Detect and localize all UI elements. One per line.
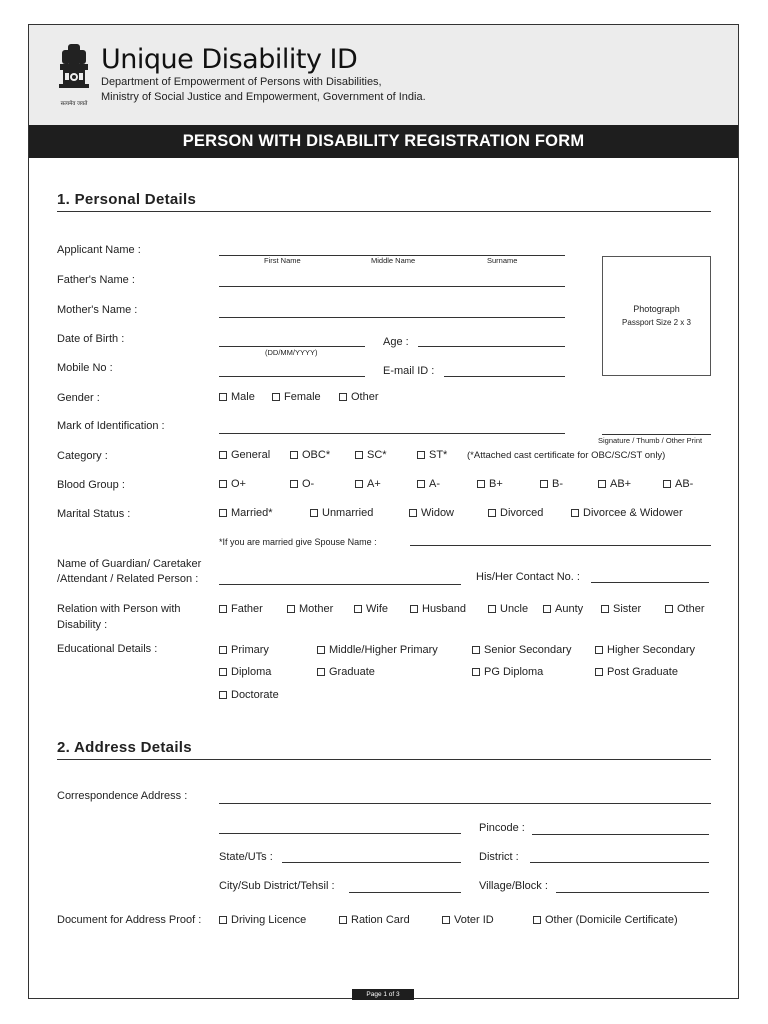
category-option[interactable]: OBC* [290, 449, 330, 461]
blood-group-option[interactable]: A- [417, 478, 440, 490]
mobile-field[interactable] [219, 376, 365, 377]
marital-option[interactable]: Divorced [488, 507, 543, 519]
checkbox[interactable] [219, 509, 227, 517]
checkbox[interactable] [354, 605, 362, 613]
gender-option[interactable]: Male [219, 391, 255, 403]
category-label: Category : [57, 450, 108, 462]
marital-option[interactable]: Divorcee & Widower [571, 507, 683, 519]
checkbox[interactable] [339, 916, 347, 924]
state-label: State/UTs : [219, 851, 273, 863]
education-option[interactable]: Senior Secondary [472, 644, 571, 656]
gender-label: Gender : [57, 392, 100, 404]
checkbox[interactable] [472, 668, 480, 676]
checkbox[interactable] [595, 668, 603, 676]
checkbox[interactable] [477, 480, 485, 488]
form-title: PERSON WITH DISABILITY REGISTRATION FORM [182, 132, 585, 150]
email-label: E-mail ID : [383, 365, 435, 377]
middle-name-caption: Middle Name [371, 256, 416, 265]
category-option[interactable]: General [219, 449, 270, 461]
relation-option[interactable]: Father [219, 603, 263, 615]
mobile-label: Mobile No : [57, 362, 113, 374]
checkbox[interactable] [663, 480, 671, 488]
ministry-name: Ministry of Social Justice and Empowerment, Government of India. [101, 91, 426, 103]
blood-group-option[interactable]: B+ [477, 478, 503, 490]
checkbox[interactable] [355, 480, 363, 488]
spouse-name-field[interactable] [410, 545, 711, 546]
city-label: City/Sub District/Tehsil : [219, 880, 335, 892]
blood-group-option[interactable]: AB- [663, 478, 693, 490]
checkbox[interactable] [290, 480, 298, 488]
education-option[interactable]: Higher Secondary [595, 644, 695, 656]
checkbox[interactable] [543, 605, 551, 613]
checkbox[interactable] [355, 451, 363, 459]
blood-group-option[interactable]: B- [540, 478, 563, 490]
spouse-note: *If you are married give Spouse Name : [219, 537, 377, 547]
fathers-name-field[interactable] [219, 286, 565, 287]
relation-option[interactable]: Sister [601, 603, 641, 615]
address-proof-option[interactable]: Voter ID [442, 914, 494, 926]
section-rule [57, 211, 711, 212]
marital-status-label: Marital Status : [57, 508, 131, 520]
checkbox[interactable] [287, 605, 295, 613]
section-heading-address: 2. Address Details [57, 739, 192, 756]
relation-option[interactable]: Husband [410, 603, 466, 615]
department-name: Department of Empowerment of Persons with Disabilities, [101, 76, 382, 88]
contact-no-field[interactable] [591, 582, 709, 583]
gender-option[interactable]: Female [272, 391, 321, 403]
checkbox[interactable] [339, 393, 347, 401]
signature-field[interactable] [602, 434, 711, 435]
blood-group-label: Blood Group : [57, 479, 125, 491]
relation-label-line1: Relation with Person with [57, 603, 181, 615]
mark-identification-label: Mark of Identification : [57, 420, 165, 432]
checkbox[interactable] [472, 646, 480, 654]
education-option[interactable]: Graduate [317, 666, 375, 678]
education-option[interactable]: Post Graduate [595, 666, 678, 678]
relation-option[interactable]: Wife [354, 603, 388, 615]
relation-option[interactable]: Mother [287, 603, 333, 615]
pincode-label: Pincode : [479, 822, 525, 834]
checkbox[interactable] [219, 668, 227, 676]
education-option[interactable]: Primary [219, 644, 269, 656]
contact-no-label: His/Her Contact No. : [476, 571, 580, 583]
checkbox[interactable] [317, 646, 325, 654]
district-field[interactable] [530, 862, 709, 863]
city-field[interactable] [349, 892, 461, 893]
checkbox[interactable] [310, 509, 318, 517]
relation-label-line2: Disability : [57, 619, 108, 631]
blood-group-option[interactable]: AB+ [598, 478, 631, 490]
checkbox[interactable] [317, 668, 325, 676]
mark-identification-field[interactable] [219, 433, 565, 434]
checkbox[interactable] [219, 691, 227, 699]
checkbox[interactable] [417, 480, 425, 488]
page-number: Page 1 of 3 [352, 989, 414, 1000]
checkbox[interactable] [540, 480, 548, 488]
correspondence-address-label: Correspondence Address : [57, 790, 188, 802]
checkbox[interactable] [601, 605, 609, 613]
emblem-motto: सत्यमेव जयते [60, 101, 88, 107]
checkbox[interactable] [219, 393, 227, 401]
fathers-name-label: Father's Name : [57, 274, 135, 286]
checkbox[interactable] [410, 605, 418, 613]
email-field[interactable] [444, 376, 565, 377]
surname-caption: Surname [487, 256, 518, 265]
address-proof-option[interactable]: Other (Domicile Certificate) [533, 914, 678, 926]
relation-option[interactable]: Uncle [488, 603, 528, 615]
dob-format-caption: (DD/MM/YYYY) [265, 348, 318, 357]
applicant-name-label: Applicant Name : [57, 244, 141, 256]
mothers-name-field[interactable] [219, 317, 565, 318]
education-label: Educational Details : [57, 643, 158, 655]
relation-option[interactable]: Aunty [543, 603, 583, 615]
mothers-name-label: Mother's Name : [57, 304, 138, 316]
age-field[interactable] [418, 346, 565, 347]
category-option[interactable]: ST* [417, 449, 447, 461]
checkbox[interactable] [219, 646, 227, 654]
correspondence-address-field[interactable] [219, 803, 711, 804]
dob-field[interactable] [219, 346, 365, 347]
marital-option[interactable]: Widow [409, 507, 454, 519]
marital-option[interactable]: Married* [219, 507, 273, 519]
education-option[interactable]: Diploma [219, 666, 271, 678]
pincode-field[interactable] [532, 834, 709, 835]
national-emblem-icon [54, 42, 94, 104]
signature-caption: Signature / Thumb / Other Print [598, 436, 703, 445]
relation-option[interactable]: Other [665, 603, 705, 615]
checkbox[interactable] [571, 509, 579, 517]
header-banner [29, 25, 738, 125]
checkbox[interactable] [598, 480, 606, 488]
checkbox[interactable] [488, 509, 496, 517]
address-proof-option[interactable]: Driving Licence [219, 914, 306, 926]
photograph-label: Photograph [633, 304, 680, 314]
education-option[interactable]: Doctorate [219, 689, 279, 701]
checkbox[interactable] [290, 451, 298, 459]
education-option[interactable]: Middle/Higher Primary [317, 644, 438, 656]
category-option[interactable]: SC* [355, 449, 387, 461]
checkbox[interactable] [533, 916, 541, 924]
blood-group-option[interactable]: O+ [219, 478, 246, 490]
correspondence-address-line2-field[interactable] [219, 833, 461, 834]
guardian-label-line2: /Attendant / Related Person : [57, 573, 199, 585]
checkbox[interactable] [219, 451, 227, 459]
district-label: District : [479, 851, 519, 863]
address-proof-label: Document for Address Proof : [57, 914, 202, 926]
section-heading-personal: 1. Personal Details [57, 191, 197, 208]
gender-option[interactable]: Other [339, 391, 379, 403]
checkbox[interactable] [417, 451, 425, 459]
checkbox[interactable] [595, 646, 603, 654]
village-label: Village/Block : [479, 880, 548, 892]
blood-group-option[interactable]: A+ [355, 478, 381, 490]
category-note: (*Attached cast certificate for OBC/SC/ST only) [467, 450, 666, 461]
photograph-box[interactable] [602, 256, 711, 376]
dob-label: Date of Birth : [57, 333, 125, 345]
marital-option[interactable]: Unmarried [310, 507, 373, 519]
guardian-name-field[interactable] [219, 584, 461, 585]
photograph-size: Passport Size 2 x 3 [622, 318, 691, 327]
checkbox[interactable] [665, 605, 673, 613]
checkbox[interactable] [272, 393, 280, 401]
checkbox[interactable] [409, 509, 417, 517]
checkbox[interactable] [219, 916, 227, 924]
blood-group-option[interactable]: O- [290, 478, 314, 490]
checkbox[interactable] [219, 480, 227, 488]
checkbox[interactable] [219, 605, 227, 613]
checkbox[interactable] [442, 916, 450, 924]
village-field[interactable] [556, 892, 709, 893]
guardian-label-line1: Name of Guardian/ Caretaker [57, 558, 202, 570]
section-rule [57, 759, 711, 760]
checkbox[interactable] [488, 605, 496, 613]
site-title: Unique Disability ID [101, 44, 358, 75]
first-name-caption: First Name [264, 256, 301, 265]
address-proof-option[interactable]: Ration Card [339, 914, 410, 926]
age-label: Age : [383, 336, 409, 348]
education-option[interactable]: PG Diploma [472, 666, 543, 678]
state-field[interactable] [282, 862, 461, 863]
